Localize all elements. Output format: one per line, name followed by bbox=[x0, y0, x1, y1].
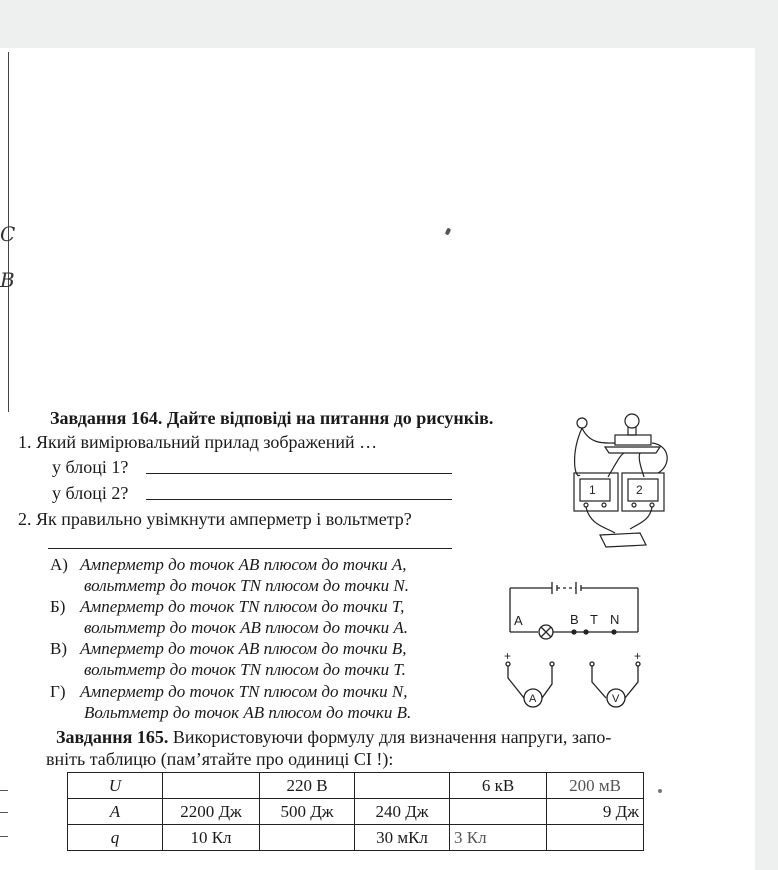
voltmeter-plus-sign: + bbox=[634, 649, 642, 663]
answer-line-block1[interactable] bbox=[146, 473, 452, 474]
table-row bbox=[68, 799, 644, 825]
option-label: В) bbox=[50, 639, 67, 658]
answer-line-question-2[interactable] bbox=[48, 548, 452, 549]
table-cell: 500 Дж bbox=[260, 799, 355, 825]
table-cell: 2200 Дж bbox=[163, 799, 260, 825]
option-label: Г) bbox=[50, 682, 66, 701]
table-cell: 9 Дж bbox=[547, 799, 644, 825]
table-row bbox=[68, 773, 644, 799]
option-b-line2: вольтметр до точок AB плюсом до точки A. bbox=[84, 618, 409, 637]
option-c-line2: вольтметр до точок TN плюсом до точки T. bbox=[84, 660, 406, 679]
option-text: Амперметр до точок AB плюсом до точки B, bbox=[80, 639, 407, 658]
task-164-heading: Завдання 164. Дайте відповіді на питання до рисунків. bbox=[50, 408, 494, 428]
table-cell: 220 В bbox=[260, 773, 355, 799]
point-b-label: B bbox=[570, 612, 579, 627]
task-165-line2: вніть таблицю (пам’ятайте про одиниці СІ !): bbox=[46, 749, 394, 769]
margin-tick bbox=[0, 790, 8, 791]
table-cell[interactable] bbox=[547, 825, 644, 851]
task-165-line1 bbox=[56, 727, 611, 748]
table-cell: 240 Дж bbox=[355, 799, 450, 825]
option-text: Амперметр до точок TN плюсом до точки N, bbox=[80, 682, 408, 701]
table-cell[interactable] bbox=[163, 773, 260, 799]
table-cell[interactable] bbox=[355, 773, 450, 799]
point-n-label: N bbox=[610, 612, 620, 627]
option-text: Амперметр до точок AB плюсом до точки A, bbox=[80, 555, 407, 574]
voltmeter-symbol: V bbox=[612, 693, 620, 705]
block-2-label: 2 bbox=[636, 483, 643, 497]
margin-tick bbox=[0, 812, 8, 813]
table-cell[interactable] bbox=[260, 825, 355, 851]
table-cell: q bbox=[68, 825, 163, 851]
task-165-text: Використовуючи формулу для визначення напруги, запо- bbox=[168, 727, 612, 747]
apparatus-figure bbox=[560, 405, 680, 555]
table-cell: 3 Кл bbox=[450, 825, 547, 851]
voltage-table bbox=[67, 772, 644, 851]
block-1-label: 1 bbox=[589, 483, 596, 497]
answer-line-block2[interactable] bbox=[146, 499, 452, 500]
table-cell: 30 мКл bbox=[355, 825, 450, 851]
margin-mark-v: В bbox=[0, 268, 15, 292]
question-2: 2. Як правильно увімкнути амперметр і вольтметр? bbox=[18, 509, 412, 529]
margin-mark-c: С bbox=[0, 222, 16, 246]
table-row bbox=[68, 825, 644, 851]
point-a-label: A bbox=[514, 613, 523, 628]
table-cell: 6 кВ bbox=[450, 773, 547, 799]
option-d-line2: Вольтметр до точок AB плюсом до точки B. bbox=[84, 703, 412, 722]
scan-speck bbox=[658, 789, 662, 793]
ammeter-symbol: A bbox=[529, 693, 537, 705]
table-cell: 10 Кл bbox=[163, 825, 260, 851]
point-t-label: T bbox=[590, 612, 598, 627]
option-text: Амперметр до точок TN плюсом до точки T, bbox=[80, 597, 405, 616]
question-1: 1. Який вимірювальний прилад зображений … bbox=[18, 432, 378, 452]
option-c bbox=[50, 639, 407, 659]
margin-tick bbox=[0, 836, 8, 837]
table-cell: U bbox=[68, 773, 163, 799]
task-165-title: Завдання 165. bbox=[56, 727, 169, 747]
option-label: А) bbox=[50, 555, 68, 574]
question-1-block2-label: у блоці 2? bbox=[52, 483, 129, 503]
question-1-block1-label: у блоці 1? bbox=[52, 457, 129, 477]
circuit-diagram bbox=[500, 572, 650, 722]
table-cell: 200 мВ bbox=[547, 773, 644, 799]
option-d bbox=[50, 682, 408, 702]
option-label: Б) bbox=[50, 597, 66, 616]
option-a-line2: вольтметр до точок TN плюсом до точки N. bbox=[84, 576, 410, 595]
option-b bbox=[50, 597, 404, 617]
table-cell[interactable] bbox=[450, 799, 547, 825]
option-a bbox=[50, 555, 407, 575]
ammeter-plus-sign: + bbox=[504, 649, 512, 663]
table-cell: A bbox=[68, 799, 163, 825]
